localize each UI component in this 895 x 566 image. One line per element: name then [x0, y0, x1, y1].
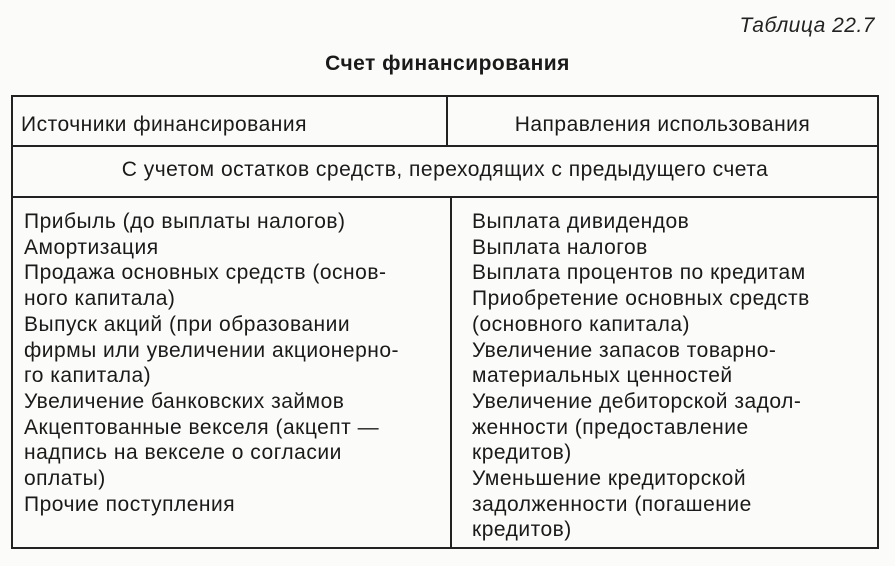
source-line: Акцептованные векселя (акцепт — — [24, 415, 380, 439]
use-line: Выплата дивидендов — [472, 210, 690, 233]
source-line: го капитала) — [24, 364, 152, 388]
sources-column — [24, 209, 439, 517]
carryover-row: С учетом остатков средств, переходящих с предыдущего счета — [13, 147, 877, 198]
use-line: кредитов) — [472, 441, 572, 465]
source-line: ного капитала) — [24, 287, 176, 311]
table-header-row — [13, 97, 877, 147]
source-line: Прибыль (до выплаты налогов) — [24, 210, 346, 233]
source-line: Выпуск акций (при образовании — [24, 312, 351, 336]
uses-column — [472, 209, 872, 543]
source-line: оплаты) — [24, 467, 106, 491]
source-line: Амортизация — [24, 235, 159, 259]
table-title: Счет финансирования — [325, 52, 570, 75]
use-line: Выплата налогов — [472, 235, 648, 259]
header-sources: Источники финансирования — [21, 113, 307, 136]
use-line: Уменьшение кредиторской — [472, 467, 747, 491]
use-line: Увеличение запасов товарно- — [472, 338, 777, 362]
source-line: надпись на векселе о согласии — [24, 441, 342, 465]
source-line: Продажа основных средств (основ- — [24, 261, 387, 285]
header-uses: Направления использования — [514, 113, 811, 136]
use-line: задолженности (погашение — [472, 492, 752, 516]
use-line: кредитов) — [472, 518, 572, 542]
use-line: (основного капитала) — [472, 312, 691, 336]
use-line: женности (предоставление — [472, 415, 749, 439]
use-line: Выплата процентов по кредитам — [472, 261, 806, 285]
column-divider-body — [450, 198, 452, 549]
use-line: Увеличение дебиторской задол- — [472, 389, 802, 413]
use-line: Приобретение основных средств — [472, 287, 810, 311]
source-line: Прочие поступления — [24, 492, 236, 516]
use-line: материальных ценностей — [472, 364, 733, 388]
table-number: Таблица 22.7 — [739, 14, 875, 37]
financing-account-table — [11, 95, 879, 549]
source-line: Увеличение банковских займов — [24, 389, 345, 413]
column-divider-header — [446, 97, 448, 147]
source-line: фирмы или увеличении акционерно- — [24, 338, 400, 362]
